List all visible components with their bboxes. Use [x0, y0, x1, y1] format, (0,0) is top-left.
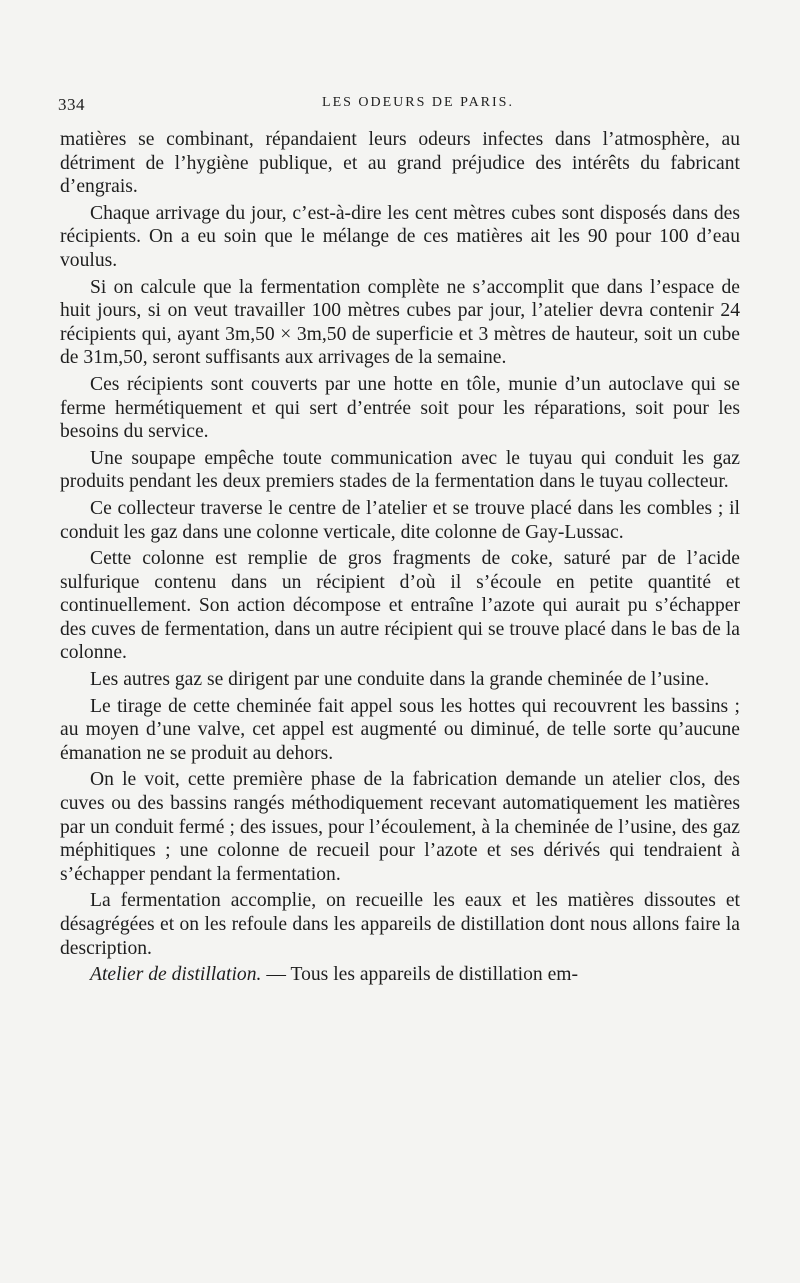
paragraph-12: [60, 963, 740, 987]
paragraph-3: Si on calcule que la fermentation complète ne s’accomplit que dans l’espace de huit jours, si on veut travailler 100 mètres cubes par jour, l’atelier devra contenir 24 récipients qui, ayant 3m,50 × 3m,50 de superficie et 3 mètres de hauteur, soit un cube de 31m,50, seront suffisants aux arrivages de la semaine.: [60, 276, 740, 369]
page-number: 334: [58, 95, 85, 114]
paragraph-1: matières se combinant, répandaient leurs odeurs infectes dans l’atmosphère, au détriment de l’hygiène publique, et au grand préjudice des intérêts du fabricant d’engrais.: [60, 129, 740, 198]
paragraph-8: Les autres gaz se dirigent par une conduite dans la grande cheminée de l’usine.: [90, 669, 710, 691]
paragraph-11: La fermentation accomplie, on recueille les eaux et les matières dissoutes et désagrégées et on les refoule dans les appareils de distillation dont nous allons faire la description.: [60, 890, 740, 959]
paragraph-10: On le voit, cette première phase de la fabrication demande un atelier clos, des cuves ou des bassins rangés méthodiquement recevant automatiquement les matières par un conduit fermé ; des issues, pour l’écoulement, à la cheminée de l’usine, des gaz méphitiques ; une colonne de recueil pour l’azote et ses dérivés qui tendraient à s’échapper pendant la fermentation.: [60, 769, 740, 885]
body-text: [60, 128, 740, 990]
section-heading: Atelier de distillation.: [90, 964, 262, 986]
paragraph-5: Une soupape empêche toute communication avec le tuyau qui conduit les gaz produits pendant les deux premiers stades de la fermentation dans le tuyau collecteur.: [60, 447, 740, 493]
paragraph-12-text: — Tous les appareils de distillation em-: [261, 964, 579, 986]
page-header: [58, 95, 738, 119]
paragraph-2: Chaque arrivage du jour, c’est-à-dire les cent mètres cubes sont disposés dans des récipients. On a eu soin que le mélange de ces matières ait les 90 pour 100 d’eau voulus.: [60, 202, 740, 271]
paragraph-9: Le tirage de cette cheminée fait appel sous les hottes qui recouvrent les bassins ; au moyen d’une valve, cet appel est augmenté ou diminué, de telle sorte qu’aucune émanation ne se produit au dehors.: [60, 695, 740, 764]
paragraph-4: Ces récipients sont couverts par une hotte en tôle, munie d’un autoclave qui se ferme hermétiquement et qui sert d’entrée soit pour les réparations, soit pour les besoins du service.: [60, 373, 740, 443]
paragraph-6: Ce collecteur traverse le centre de l’atelier et se trouve placé dans les combles ; il conduit les gaz dans une colonne verticale, dite colonne de Gay-Lussac.: [60, 497, 740, 543]
paragraph-7: Cette colonne est remplie de gros fragments de coke, saturé par de l’acide sulfurique contenu dans un récipient d’où il s’écoule en petite quantité et continuellement. Son action décompose et entraîne l’azote qui aurait pu s’échapper des cuves de fermentation, dans un autre récipient qui se trouve placé dans le bas de la colonne.: [60, 548, 740, 664]
running-title: LES ODEURS DE PARIS.: [322, 95, 514, 110]
